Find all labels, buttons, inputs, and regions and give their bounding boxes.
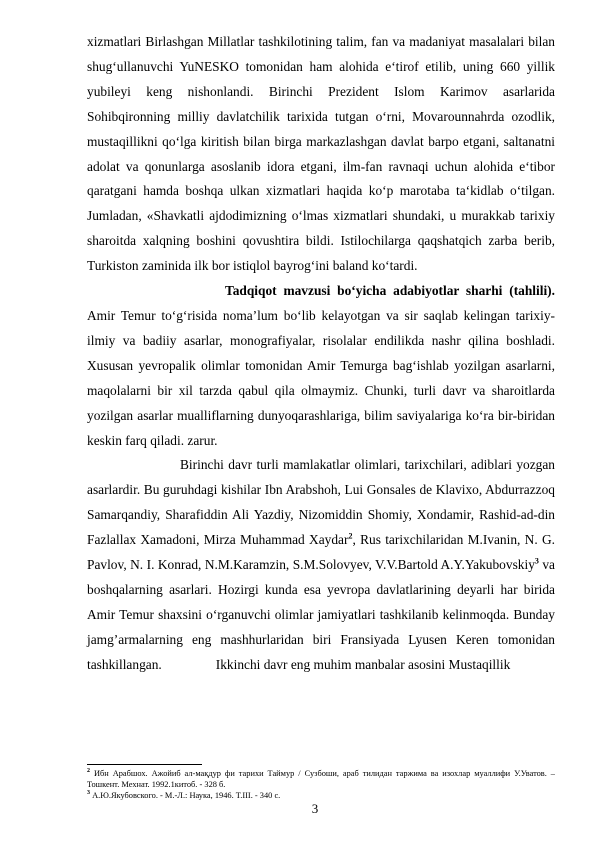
body-text (87, 30, 555, 678)
paragraph-3-text-b: , Rus tarixchilaridan M.Ivanin, N. G. Pavlov, N. I. Konrad, N.M.Karamzin, S.M.Solovyev, V.V.Bartold A.Y.Yakubovskiy (87, 532, 555, 573)
paragraph-3-text-d: Ikkinchi davr eng muhim manbalar asosini Mustaqillik (215, 656, 511, 672)
footnote-divider (87, 764, 202, 765)
footnote-2 (87, 768, 555, 790)
paragraph-2-text: Amir Temur to‘g‘risida noma’lum bo‘lib kelayotgan va sir saqlab kelingan tarixiy-ilmiy va badiiy asarlar, monografiyalar, risolalar endilikda nashr qilina boshladi. Xususan yevropalik olimlar tomonidan Amir Temurga bag‘ishlab yozilgan asarlarni, maqolalarni bir xil tarzda qabul qila olmaymiz. Chunki, turli davr va sharoitlarda yozilgan asarlar mualliflarning dunyoqarashlariga, bilim saviyalariga ko‘ra bir-biridan keskin farq qiladi. zarur. (87, 307, 555, 448)
footnote-text: А.Ю.Якубовского. - М.-Л.: Наука, 1946. T.III. - 340 с. (90, 791, 281, 800)
section-heading: Tadqiqot mavzusi bo‘yicha adabiyotlar sharhi (tahlili). (225, 283, 555, 299)
paragraph-1: xizmatlari Birlashgan Millatlar tashkilotining talim, fan va madaniyat masalalari bilan shug‘ullanuvchi YuNESKO tomonidan ham alohida e‘tirof etilib, uning 660 yillik yubileyi keng nishonlandi. Birinchi Prezident Islom Karimov asarlarida Sohibqironning milliy davlatchilik tarixida tutgan o‘rni, Movarounnahrda ozodlik, mustaqillikni qo‘lga kiritish bilan birga markazlashgan davlat barpo etgani, saltanatni adolat va qonunlarga asoslanib idora etgani, ilm-fan ravnaqi uchun alohida e‘tibor qaratgani hamda boshqa ulkan xizmatlari haqida ko‘p marotaba ta‘kidlab o‘tilgan. Jumladan, «Shavkatli ajdodimizning o‘lmas xizmatlari shundaki, u murakkab tarixiy sharoitda xalqning boshini qovushtira bildi. Istilochilarga qaqshatqich zarba berib, Turkiston zaminida ilk bor istiqlol bayrog‘ini baland ko‘tardi. (87, 34, 555, 274)
page-number: 3 (311, 801, 319, 816)
footnotes (87, 764, 555, 801)
paragraph-3 (87, 453, 555, 677)
footnote-number: 2 (87, 768, 90, 775)
paragraph-3-text-a: Birinchi davr turli mamlakatlar olimlari, tarixchilari, adiblari yozgan asarlardir. Bu guruhdagi kishilar Ibn Arabshoh, Lui Gonsales de Klavixo, Abdurrazzoq Samarqandiy, Sharafiddin Ali Yazdiy, Nizomiddin Shomiy, Xondamir, Rashid-ad-din Fazlallax Xamadoni, Mirza Muhammad Xaydar (87, 457, 555, 548)
paragraph-2 (87, 279, 555, 453)
footnote-number: 3 (87, 790, 90, 797)
footnote-ref-2[interactable]: 2 (348, 531, 353, 541)
footnote-text: Ибн Арабшох. Ажойиб ал-мақдур фи тарихи Таймур / Сузбоши, араб тилидан таржима ва изохлар муаллифи У.Уватов. – Тошкент. Мехнат. 1992.1китоб. - 328 б. (87, 769, 555, 789)
footnote-3 (87, 790, 555, 801)
footnote-ref-3[interactable]: 3 (534, 556, 539, 566)
paragraph-3-text-c: va boshqalarning asarlari. Hozirgi kunda esa yevropa davlatlarining deyarli har birida Amir Temur shaxsini o‘rganuvchi olimlar jamiyatlari tashkilanib kelinmoqda. Bunday jamg’armalarning eng mashhurlaridan biri Fransiyada Lyusen Keren tomonidan tashkillangan. (87, 557, 555, 672)
